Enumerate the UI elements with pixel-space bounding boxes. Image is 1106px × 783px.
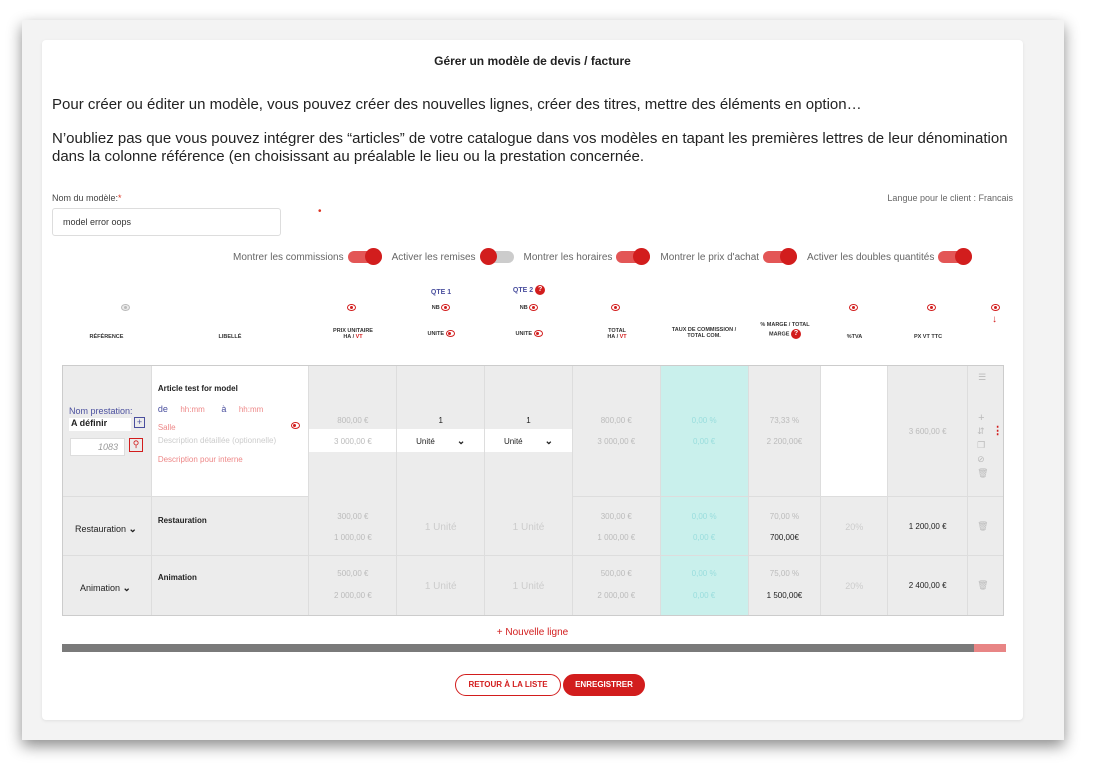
cell-ttc: [888, 366, 968, 496]
header-qte2: QTE 2 ?: [485, 285, 573, 295]
eye-icon-tva[interactable]: [849, 304, 858, 311]
com-rate: 0,00 %: [691, 512, 717, 521]
delete-icon[interactable]: 🗑: [977, 521, 989, 531]
header-prix-unitaire: PRIX UNITAIRE HA / VT: [333, 328, 373, 340]
cell-qte2: [485, 366, 573, 496]
q1-value: 1 Unité: [424, 522, 457, 533]
intro-text-1: Pour créer ou éditer un modèle, vous pouvez créer des nouvelles lignes, créer des titres, mettre des éléments en option…: [52, 96, 862, 113]
table-row: [63, 497, 1003, 556]
eye-icon-salle[interactable]: [291, 422, 300, 429]
pu-ha: 500,00 €: [337, 569, 369, 578]
marge-rate: 75,00 %: [769, 569, 800, 578]
marge-total: 2 200,00€: [766, 437, 803, 446]
eye-icon-q2-unite[interactable]: [534, 330, 543, 337]
time-start-input[interactable]: hh:mm: [180, 405, 205, 414]
com-total: 0,00 €: [693, 591, 716, 600]
header-qte1-unite: UNITE: [397, 330, 485, 337]
ttc-value: 3 600,00 €: [908, 427, 947, 436]
description-input[interactable]: Description détaillée (optionnelle): [157, 436, 277, 445]
cell-marge: [749, 366, 822, 496]
cell-actions: [968, 366, 1003, 496]
marge-total: 1 500,00€: [766, 591, 803, 600]
cell-total: [573, 366, 661, 496]
toggle-remises[interactable]: Activer les remises: [392, 251, 514, 263]
app-window: [22, 20, 1064, 740]
cell-total: [573, 497, 661, 555]
cell-libelle: [152, 497, 310, 555]
header-marge: % MARGE / TOTAL MARGE ?: [760, 322, 810, 338]
table-row: [63, 366, 1003, 497]
q2-value: 1 Unité: [512, 522, 545, 533]
total-vt: 2 000,00 €: [597, 591, 636, 600]
ttc-value: 2 400,00 €: [908, 581, 947, 590]
header-libelle: LIBELLÉ: [218, 334, 242, 340]
header-ttc: PX VT TTC: [913, 334, 943, 340]
cell-tva[interactable]: [821, 366, 888, 496]
com-rate[interactable]: 0,00 %: [691, 416, 717, 425]
add-prestation-icon[interactable]: +: [134, 417, 145, 428]
total-ha: 500,00 €: [600, 569, 632, 578]
arrow-down-icon[interactable]: ↓: [992, 314, 997, 325]
drag-handle-icon[interactable]: ☰: [978, 372, 987, 382]
toggle-horaires[interactable]: Montrer les horaires: [524, 251, 651, 263]
cell-prix-unitaire: [309, 556, 397, 615]
cell-marge: [749, 497, 822, 555]
client-language[interactable]: Langue pour le client : Francais: [887, 193, 1013, 203]
reference-select[interactable]: Restauration ⌄: [75, 524, 137, 535]
header-qte2-unite: UNITE: [485, 330, 573, 337]
pu-vt[interactable]: 3 000,00 €: [333, 437, 372, 446]
lines-table: [62, 365, 1004, 616]
add-icon[interactable]: +: [978, 412, 985, 424]
more-icon[interactable]: ⋮: [992, 425, 1004, 437]
cell-libelle: [152, 366, 310, 496]
intro-text-2: N’oubliez pas que vous pouvez intégrer des “articles” de votre catalogue dans vos modèles en tapant les premières lettres de leur dénomination dans la colonne référence (en choisissant au préalable le lieu ou la prestation concernée.: [52, 130, 1008, 165]
cell-qte1: [397, 556, 485, 615]
marge-total: 700,00€: [769, 533, 799, 542]
delete-icon[interactable]: 🗑: [977, 468, 989, 478]
row-title[interactable]: Restauration: [157, 516, 207, 525]
toggle-doubles-quantites[interactable]: Activer les doubles quantités: [807, 251, 972, 263]
cell-prix-unitaire: [309, 366, 397, 496]
toggle-bar: [233, 251, 982, 263]
delete-icon[interactable]: 🗑: [977, 580, 989, 590]
pu-vt: 1 000,00 €: [333, 533, 372, 542]
header-qte1-nb: NB: [397, 304, 485, 311]
pu-ha: 300,00 €: [337, 512, 369, 521]
eye-icon-ttc[interactable]: [927, 304, 936, 311]
total-vt: 3 000,00 €: [597, 437, 636, 446]
q1-nb-input[interactable]: 1: [438, 416, 443, 425]
reference-input[interactable]: 1083: [70, 438, 125, 456]
new-line-button[interactable]: + Nouvelle ligne: [496, 627, 569, 638]
cell-qte1: [397, 366, 485, 496]
com-total: 0,00 €: [693, 437, 716, 446]
reference-select[interactable]: Animation ⌄: [80, 583, 131, 594]
prestation-label: Nom prestation:: [69, 406, 133, 416]
toggle-commissions[interactable]: Montrer les commissions: [233, 251, 382, 263]
internal-description-input[interactable]: Description pour interne: [157, 455, 243, 464]
cell-tva: [821, 556, 888, 615]
q2-unit-select[interactable]: Unité ⌄: [503, 436, 554, 447]
cell-tva: [821, 497, 888, 555]
model-name-label: Nom du modèle:*: [52, 193, 122, 203]
toggle-prix-achat[interactable]: Montrer le prix d'achat: [660, 251, 797, 263]
total-ha: 300,00 €: [600, 512, 632, 521]
ttc-value: 1 200,00 €: [908, 522, 947, 531]
cell-ttc: [888, 556, 968, 615]
tva-value: 20%: [845, 522, 864, 532]
cell-commission: [661, 556, 749, 615]
com-total: 0,00 €: [693, 533, 716, 542]
move-icon[interactable]: ⇵: [977, 426, 985, 436]
eye-icon-total[interactable]: [611, 304, 620, 311]
page-title: Gérer un modèle de devis / facture: [434, 54, 631, 68]
model-name-input[interactable]: model error oops: [52, 208, 281, 236]
q2-nb-input[interactable]: 1: [526, 416, 531, 425]
header-qte1: QTE 1: [430, 289, 452, 296]
cell-ttc: [888, 497, 968, 555]
table-row: [63, 556, 1003, 615]
q2-value: 1 Unité: [512, 581, 545, 592]
header-reference: RÉFÉRENCE: [89, 334, 124, 340]
eye-icon-q1-unite[interactable]: [446, 330, 455, 337]
chevron-down-icon: ⌄: [456, 436, 466, 447]
cell-reference: [63, 366, 152, 496]
header-qte2-nb: NB: [485, 304, 573, 311]
total-ha: 800,00 €: [600, 416, 632, 425]
pu-ha[interactable]: 800,00 €: [337, 416, 369, 425]
eye-icon-q2-nb[interactable]: [529, 304, 538, 311]
cell-libelle: [152, 556, 310, 615]
total-vt: 1 000,00 €: [597, 533, 636, 542]
eye-icon-pu[interactable]: [347, 304, 356, 311]
cell-total: [573, 556, 661, 615]
row-title[interactable]: Animation: [157, 573, 197, 582]
cell-actions: [968, 497, 1003, 555]
cell-marge: [749, 556, 822, 615]
cell-qte2: [485, 556, 573, 615]
header-commission: TAUX DE COMMISSION / TOTAL COM.: [671, 327, 737, 339]
time-row: de hh:mm à hh:mm: [157, 404, 264, 414]
search-icon[interactable]: ⚲: [129, 438, 143, 452]
marge-rate: 70,00 %: [769, 512, 800, 521]
cell-reference[interactable]: [63, 497, 152, 555]
cell-qte1: [397, 497, 485, 555]
q1-value: 1 Unité: [424, 581, 457, 592]
cell-commission: [661, 497, 749, 555]
help-icon-marge[interactable]: ?: [791, 329, 801, 339]
q1-unit-select[interactable]: Unité ⌄: [416, 436, 466, 447]
disable-icon[interactable]: ⊘: [977, 454, 985, 464]
header-total: TOTAL HA / VT: [607, 328, 627, 340]
cell-prix-unitaire: [309, 497, 397, 555]
eye-icon-q1-nb[interactable]: [441, 304, 450, 311]
chevron-down-icon: ⌄: [128, 524, 137, 535]
article-title[interactable]: Article test for model: [157, 384, 238, 393]
chevron-down-icon: ⌄: [122, 583, 131, 594]
duplicate-icon[interactable]: ❐: [977, 440, 986, 450]
chevron-down-icon: ⌄: [544, 436, 554, 447]
back-to-list-button[interactable]: RETOUR À LA LISTE: [455, 674, 561, 696]
marge-rate: 73,33 %: [769, 416, 800, 425]
prestation-select[interactable]: A définir: [69, 418, 131, 431]
red-dot-marker: •: [318, 206, 322, 217]
save-button[interactable]: ENREGISTRER: [563, 674, 645, 696]
tva-value: 20%: [845, 581, 864, 591]
com-rate: 0,00 %: [691, 569, 717, 578]
pu-vt: 2 000,00 €: [333, 591, 372, 600]
cell-actions: [968, 556, 1003, 615]
cell-reference[interactable]: [63, 556, 152, 615]
time-end-input[interactable]: hh:mm: [238, 405, 264, 414]
cell-commission: [661, 366, 749, 496]
header-tva: %TVA: [846, 334, 863, 340]
salle-input[interactable]: Salle: [157, 423, 176, 432]
scrollbar-thumb[interactable]: [62, 644, 974, 652]
eye-icon-actions[interactable]: [991, 304, 1000, 311]
help-icon-qte2[interactable]: ?: [535, 285, 545, 295]
horizontal-scrollbar[interactable]: [62, 644, 1006, 652]
hidden-eye-icon[interactable]: [121, 304, 130, 311]
cell-qte2: [485, 497, 573, 555]
main-card: [42, 40, 1023, 720]
